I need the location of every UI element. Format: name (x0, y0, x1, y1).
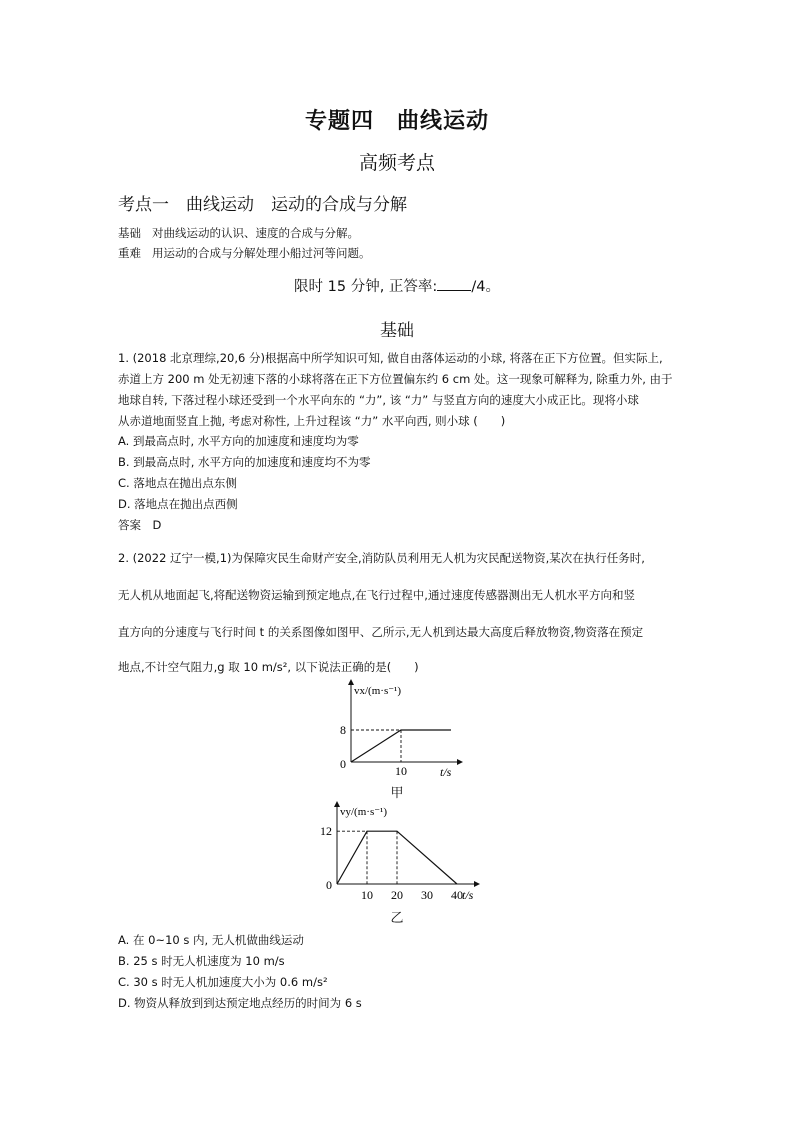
answer-blank[interactable] (437, 278, 471, 291)
q2-option-a: A. 在 0~10 s 内, 无人机做曲线运动 (118, 933, 304, 947)
level-text: 对曲线运动的认识、速度的合成与分解。 (151, 226, 359, 240)
x-axis-label: t/s (440, 765, 452, 779)
q1-option-c: C. 落地点在抛出点东侧 (118, 476, 237, 490)
x-tick-label: 40 (451, 888, 463, 902)
section-heading: 高频考点 (358, 152, 435, 174)
q2-option-b: B. 25 s 时无人机速度为 10 m/s (118, 954, 285, 968)
x-tick-label: 10 (361, 888, 373, 902)
time-limit-prefix: 限时 15 分钟, 正答率: (294, 279, 438, 295)
level-tag: 基础 (118, 226, 141, 240)
section-title: 基础 (380, 321, 414, 341)
question-1 (118, 348, 678, 432)
chart-caption: 乙 (390, 910, 404, 925)
time-limit (0, 275, 794, 296)
q2-option-c: C. 30 s 时无人机加速度大小为 0.6 m/s² (118, 975, 328, 989)
q1-line: 1. (2018 北京理综,20,6 分)根据高中所学知识可知, 做自由落体运动的小球, 将落在正下方位置。但实际上, (118, 351, 663, 365)
q2-line: 直方向的分速度与飞行时间 t 的关系图像如图甲、乙所示,无人机到达最大高度后释放物资,物资落在预定 (118, 625, 644, 639)
x-axis-label: t/s (462, 888, 474, 902)
page-title: 专题四 曲线运动 (304, 109, 489, 134)
q1-answer: 答案 D (118, 518, 162, 532)
x-tick-label: 10 (395, 764, 407, 778)
level-basic (118, 224, 359, 243)
chart-jia (330, 678, 470, 780)
q1-line: 地球自转, 下落过程小球还受到一个水平向东的 “力”, 该 “力” 与竖直方向的速度大小成正比。现将小球 (118, 393, 639, 407)
x-tick-label: 20 (391, 888, 403, 902)
level-tag: 重难 (118, 246, 141, 260)
q2-line: 无人机从地面起飞,将配送物资运输到预定地点,在飞行过程中,通过速度传感器测出无人机水平方向和竖 (118, 588, 635, 602)
y-tick-label: 8 (340, 723, 346, 737)
q1-line: 赤道上方 200 m 处无初速下落的小球将落在正下方位置偏东约 6 cm 处。这一现象可解释为, 除重力外, 由于 (118, 372, 673, 386)
x-tick-label: 30 (421, 888, 433, 902)
q2-line: 2. (2022 辽宁一模,1)为保障灾民生命财产安全,消防队员利用无人机为灾民配送物资,某次在执行任务时, (118, 551, 645, 565)
q1-line: 从赤道地面竖直上抛, 考虑对称性, 上升过程该 “力” 水平向西, 则小球 ( ) (118, 414, 506, 428)
origin-label: 0 (326, 878, 332, 892)
q1-option-d: D. 落地点在抛出点西侧 (118, 497, 238, 511)
q2-line: 地点,不计空气阻力,g 取 10 m/s², 以下说法正确的是( ) (118, 660, 419, 674)
chart-yi (312, 800, 492, 906)
q1-option-b: B. 到最高点时, 水平方向的加速度和速度均不为零 (118, 455, 371, 469)
y-tick-label: 12 (320, 824, 332, 839)
chart-caption: 甲 (390, 785, 404, 800)
topic-heading: 考点一 曲线运动 运动的合成与分解 (118, 195, 407, 215)
y-axis-label: vy/(m·s⁻¹) (340, 806, 387, 818)
level-hard (118, 244, 370, 263)
time-limit-suffix: /4。 (471, 279, 500, 295)
level-text: 用运动的合成与分解处理小船过河等问题。 (151, 246, 371, 260)
q2-option-d: D. 物资从释放到到达预定地点经历的时间为 6 s (118, 996, 362, 1010)
q1-option-a: A. 到最高点时, 水平方向的加速度和速度均为零 (118, 434, 359, 448)
y-axis-label: vx/(m·s⁻¹) (354, 685, 401, 697)
origin-label: 0 (340, 757, 346, 771)
